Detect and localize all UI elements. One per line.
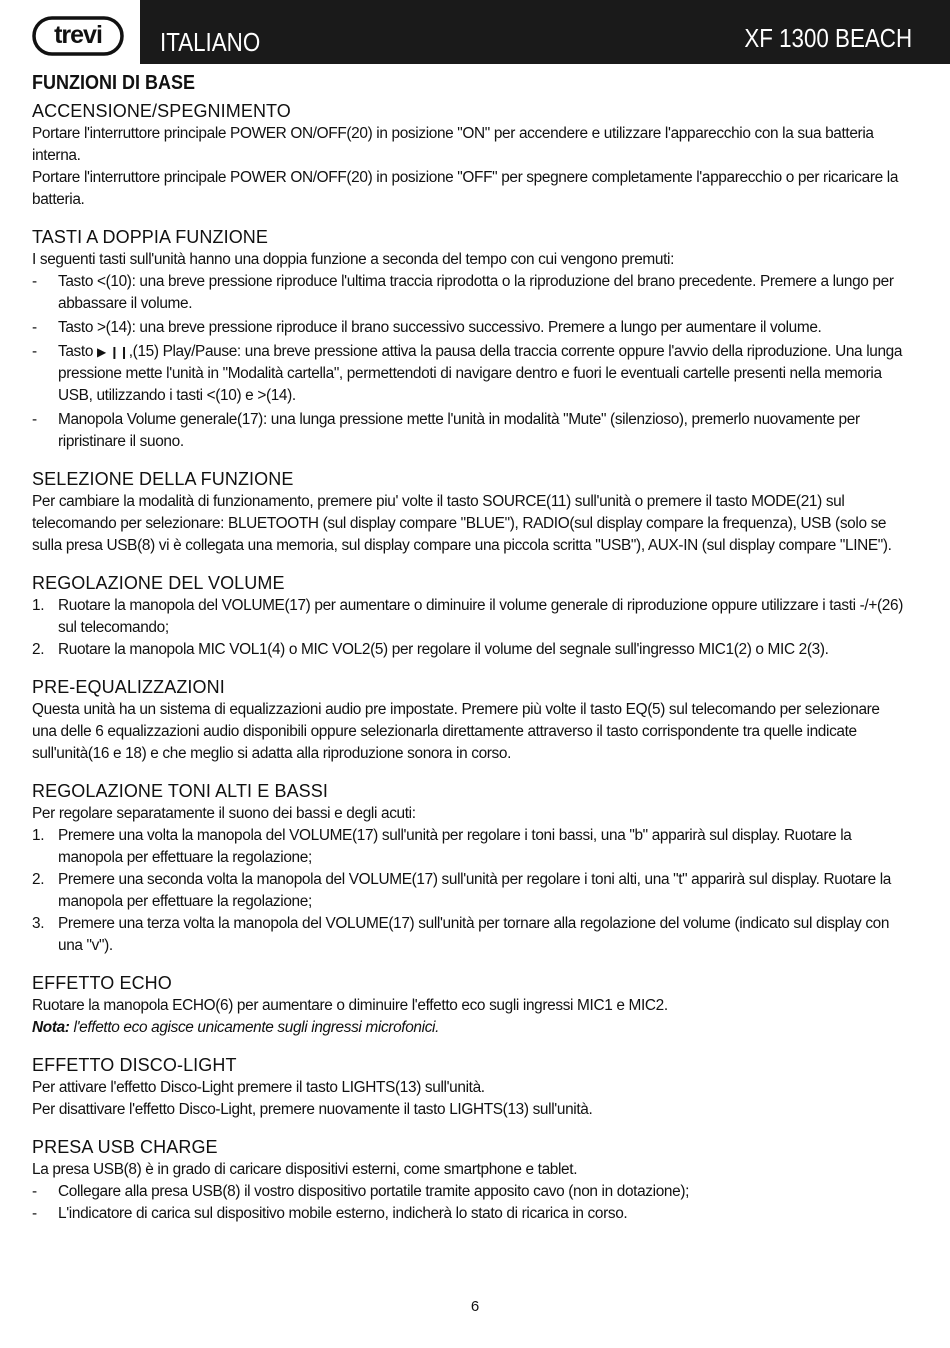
paragraph: Per attivare l'effetto Disco-Light premere il tasto LIGHTS(13) sull'unità. [32, 1079, 485, 1096]
section-title: REGOLAZIONE TONI ALTI E BASSI [32, 781, 328, 801]
list-marker: - [32, 411, 37, 428]
section-title: SELEZIONE DELLA FUNZIONE [32, 469, 294, 489]
list-item [32, 1203, 905, 1225]
section-pre-eq [32, 675, 905, 765]
list-marker: 2. [32, 641, 45, 658]
note [32, 1017, 905, 1039]
list-marker: - [32, 273, 37, 290]
paragraph: Per disattivare l'effetto Disco-Light, premere nuovamente il tasto LIGHTS(13) sull'unità. [32, 1101, 593, 1118]
play-pause-icon: ▶ ❙❙ [96, 345, 129, 359]
section-title: EFFETTO ECHO [32, 973, 172, 993]
list-item-text: Premere una volta la manopola del VOLUME(17) sull'unità per regolare i toni bassi, una "b" apparirà sul display. Ruotare la manopola per effettuare la regolazione; [58, 827, 852, 866]
paragraph: Per regolare separatamente il suono dei bassi e degli acuti: [32, 805, 416, 822]
list-item-text: Premere una terza volta la manopola del VOLUME(17) sull'unità per tornare alla regolazione del volume (indicato sul display con una "v"). [58, 915, 890, 954]
list-item-text: Tasto <(10): una breve pressione riproduce l'ultima traccia riprodotta o la riproduzione del brano precedente. Premere a lungo per abbassare il volume. [58, 273, 894, 312]
numbered-list [32, 825, 905, 957]
paragraph: Questa unità ha un sistema di equalizzazioni audio pre impostate. Premere più volte il tasto EQ(5) sul telecomando per selezionare una delle 6 equalizzazioni audio disponibili oppure selezionarla direttamente attraverso il tasto corrispondente tra quelle indicate sull'unità(16 e 18) e che meglio si adatta alla riproduzione sonora in corso. [32, 701, 880, 762]
section-title: EFFETTO DISCO-LIGHT [32, 1055, 237, 1075]
list-item-text: Ruotare la manopola MIC VOL1(4) o MIC VOL2(5) per regolare il volume del segnale sull'ingresso MIC1(2) o MIC 2(3). [58, 641, 829, 658]
list-marker: 2. [32, 871, 45, 888]
section-volume [32, 571, 905, 661]
list-marker: 1. [32, 597, 45, 614]
paragraph: La presa USB(8) è in grado di caricare dispositivi esterni, come smartphone e tablet. [32, 1161, 578, 1178]
section-dual-function-keys [32, 225, 905, 453]
section-usb-charge [32, 1135, 905, 1225]
paragraph: Portare l'interruttore principale POWER ON/OFF(20) in posizione "ON" per accendere e utilizzare l'apparecchio con la sua batteria interna. [32, 125, 874, 164]
list-marker: - [32, 343, 37, 360]
logo-text: trevi [54, 21, 102, 49]
section-echo [32, 971, 905, 1039]
list-item [32, 913, 905, 957]
paragraph: Ruotare la manopola ECHO(6) per aumentare o diminuire l'effetto eco sugli ingressi MIC1 e MIC2. [32, 997, 668, 1014]
list-item [32, 595, 905, 639]
list-item-text: Collegare alla presa USB(8) il vostro dispositivo portatile tramite apposito cavo (non in dotazione); [58, 1183, 690, 1200]
list-item-text: Manopola Volume generale(17): una lunga pressione mette l'unità in modalità "Mute" (silenzioso), premerlo nuovamente per ripristinare il suono. [58, 411, 860, 450]
section-title: ACCENSIONE/SPEGNIMENTO [32, 101, 291, 121]
header-bar [140, 0, 950, 64]
list-item [32, 869, 905, 913]
list-item-text: L'indicatore di carica sul dispositivo mobile esterno, indicherà lo stato di ricarica in corso. [58, 1205, 628, 1222]
list-marker: - [32, 1205, 37, 1222]
list-item [32, 639, 905, 661]
note-text: l'effetto eco agisce unicamente sugli ingressi microfonici. [69, 1019, 440, 1036]
list-item [32, 825, 905, 869]
numbered-list [32, 595, 905, 661]
list-marker: - [32, 319, 37, 336]
list-item-text: Ruotare la manopola del VOLUME(17) per aumentare o diminuire il volume generale di riproduzione oppure utilizzare i tasti -/+(26) sul telecomando; [58, 597, 903, 636]
section-title: TASTI A DOPPIA FUNZIONE [32, 227, 269, 247]
list-item [32, 341, 905, 407]
paragraph: I seguenti tasti sull'unità hanno una doppia funzione a seconda del tempo con cui vengono premuti: [32, 251, 675, 268]
model-name: XF 1300 BEACH [744, 23, 912, 53]
list-item [32, 409, 905, 453]
list-item-text: Premere una seconda volta la manopola del VOLUME(17) sull'unità per regolare i toni alti, una "t" apparirà sul display. Ruotare la manopola per effettuare la regolazione; [58, 871, 891, 910]
list-item-text: ,(15) Play/Pause: una breve pressione attiva la pausa della traccia corrente oppure l'avvio della riproduzione. Una lunga pressione mette l'unità in "Modalità cartella", permettendoti di navigare dentro e fuori le eventuali cartelle presenti nella memoria USB, utilizzando i tasti <(10) e >(14). [58, 343, 903, 404]
paragraph: Per cambiare la modalità di funzionamento, premere piu' volte il tasto SOURCE(11) sull'unità o premere il tasto MODE(21) sul telecomando per selezionare: BLUETOOTH (sul display compare "BLUE"), RADIO(sul display compare la frequenza), USB (solo se sulla presa USB(8) vi è collegata una memoria, sul display compare una piccola scritta "USB"), AUX-IN (sul display compare "LINE"). [32, 493, 892, 554]
list-item-text: Tasto >(14): una breve pressione riproduce il brano successivo successivo. Premere a lungo per aumentare il volume. [58, 319, 822, 336]
language-label: ITALIANO [160, 27, 261, 57]
section-function-selection [32, 467, 905, 557]
page-number: 6 [470, 1298, 480, 1315]
dash-list [32, 1181, 905, 1225]
list-item [32, 271, 905, 315]
dash-list [32, 271, 905, 453]
section-tones [32, 779, 905, 957]
main-title: FUNZIONI DI BASE [32, 72, 196, 94]
section-title: REGOLAZIONE DEL VOLUME [32, 573, 285, 593]
logo-area [0, 0, 140, 64]
section-disco-light [32, 1053, 905, 1121]
list-item [32, 1181, 905, 1203]
note-label: Nota: [32, 1019, 70, 1036]
list-item [32, 317, 905, 339]
list-item-text: Tasto [58, 343, 94, 360]
section-title: PRESA USB CHARGE [32, 1137, 218, 1157]
section-power [32, 99, 905, 211]
paragraph: Portare l'interruttore principale POWER ON/OFF(20) in posizione "OFF" per spegnere completamente l'apparecchio o per ricaricare la batteria. [32, 169, 899, 208]
section-title: PRE-EQUALIZZAZIONI [32, 677, 225, 697]
list-marker: - [32, 1183, 37, 1200]
list-marker: 3. [32, 915, 45, 932]
page-header [0, 0, 950, 64]
document-body [32, 72, 905, 1239]
list-marker: 1. [32, 827, 45, 844]
